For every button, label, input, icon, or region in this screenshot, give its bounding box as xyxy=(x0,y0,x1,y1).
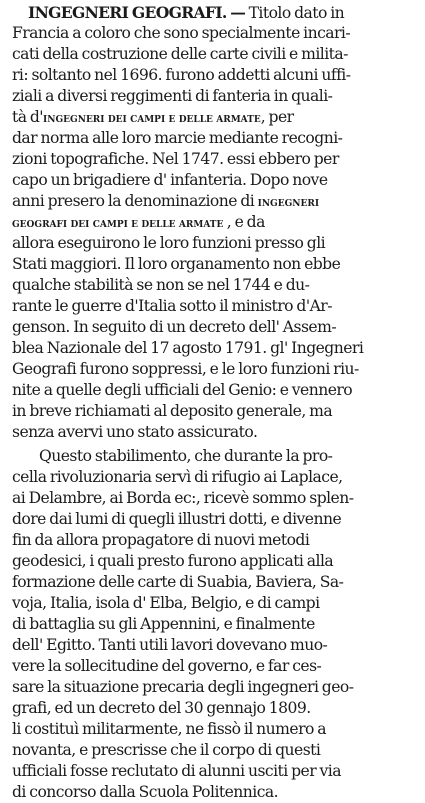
text-line: formazione delle carte di Suabia, Baviera, Sa- xyxy=(12,573,344,591)
text-line: allora eseguirono le loro funzioni presso gli xyxy=(12,234,326,252)
text-span: , per xyxy=(260,108,294,126)
text-line: Geografi furono soppressi, e le loro funzioni riu- xyxy=(12,360,359,378)
text-line: geodesici, i quali presto furono applicati alla xyxy=(12,552,334,570)
text-line: vere la sollecitudine del governo, e far ces- xyxy=(12,657,322,675)
small-caps-term: geografi dei campi e delle armate xyxy=(12,215,224,230)
text-line: ziali a diversi reggimenti di fanteria in quali- xyxy=(12,87,333,105)
text-span: tà d' xyxy=(12,108,44,126)
text-line: Francia a coloro che sono specialmente incari- xyxy=(12,24,351,42)
text-line: nite a quelle degli ufficiali del Genio: e vennero xyxy=(12,381,353,399)
text-line: cati della costruzione delle carte civili e milita- xyxy=(12,45,348,63)
text-line: ai Delambre, ai Borda ec:, ricevè sommo splen- xyxy=(12,489,354,507)
text-span: anni presero la denominazione di xyxy=(12,192,258,210)
text-line: li costituì militarmente, ne fissò il numero a xyxy=(12,720,326,738)
text-line: dar norma alle loro marcie mediante recogni- xyxy=(12,129,343,147)
text-line xyxy=(12,107,294,128)
text-line: genson. In seguito di un decreto dell' Assem- xyxy=(12,318,337,336)
text-line: di battaglia su gli Appennini, e finalmente xyxy=(12,615,315,633)
small-caps-term: ingegneri xyxy=(257,194,320,209)
text-span: , e da xyxy=(223,213,265,231)
text-line: ufficiali fosse reclutato di alunni usciti per via xyxy=(12,762,341,780)
small-caps-term: ingegneri dei campi e delle armate xyxy=(43,110,261,125)
text-line: ri: soltanto nel 1696. furono addetti alcuni uffi- xyxy=(12,66,351,84)
text-line: dell' Egitto. Tanti utili lavori dovevano muo- xyxy=(12,636,328,654)
text-line xyxy=(12,191,319,212)
text-span: Titolo dato in xyxy=(245,4,345,22)
text-line: grafi, ed un decreto del 30 gennajo 1809. xyxy=(12,699,311,717)
text-line: fin da allora propagatore di nuovi metodi xyxy=(12,531,310,549)
text-line: novanta, e prescrisse che il corpo di questi xyxy=(12,741,321,759)
entry-heading: INGEGNERI GEOGRAFI. — xyxy=(28,3,246,22)
text-line: qualche stabilità se non se nel 1744 e du- xyxy=(12,276,310,294)
text-line: di concorso dalla Scuola Politennica. xyxy=(12,783,279,801)
text-line: cella rivoluzionaria servì di rifugio ai Laplace, xyxy=(12,468,343,486)
text-line xyxy=(12,212,265,233)
text-line: dore dai lumi di quegli illustri dotti, e divenne xyxy=(12,510,342,528)
text-line: sare la situazione precaria degli ingegneri geo- xyxy=(12,678,354,696)
text-line: blea Nazionale del 17 agosto 1791. gl' Ingegneri xyxy=(12,339,364,357)
text-line: Stati maggiori. Il loro organamento non ebbe xyxy=(12,255,341,273)
text-line: senza avervi uno stato assicurato. xyxy=(12,423,258,441)
text-line: capo un brigadiere d' infanteria. Dopo nove xyxy=(12,171,328,189)
text-line: rante le guerre d'Italia sotto il ministro d'Ar- xyxy=(12,297,332,315)
text-line: in breve richiamati al deposito generale, ma xyxy=(12,402,333,420)
text-line: voja, Italia, isola d' Elba, Belgio, e di campi xyxy=(12,594,320,612)
text-line xyxy=(28,2,344,23)
text-line: zioni topografiche. Nel 1747. essi ebbero per xyxy=(12,150,339,168)
text-line: Questo stabilimento, che durante la pro- xyxy=(39,447,333,465)
document-page xyxy=(12,0,412,801)
